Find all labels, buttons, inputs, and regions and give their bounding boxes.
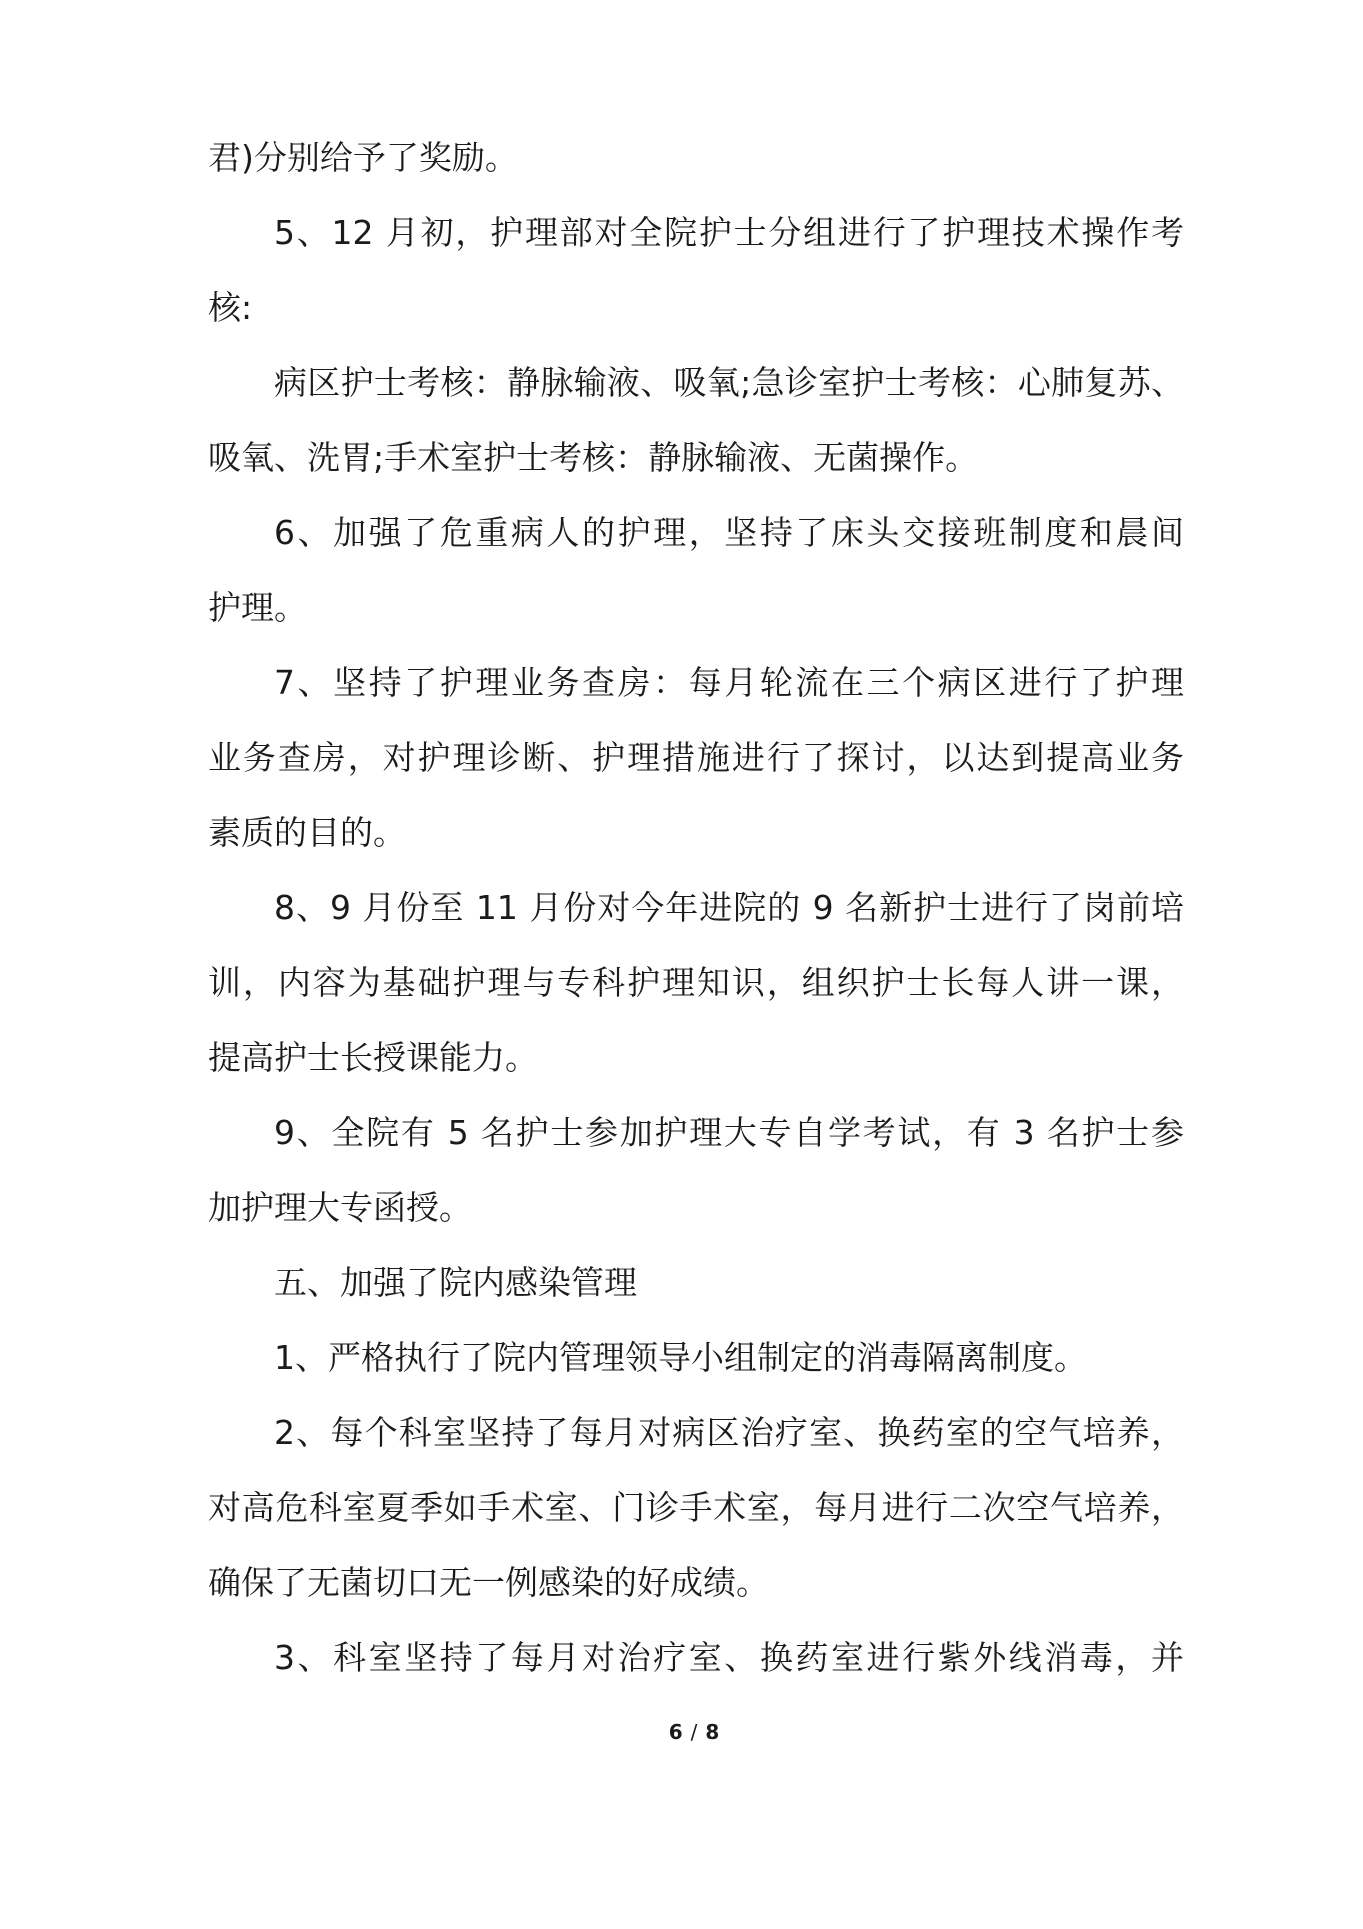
paragraph (208, 1395, 1184, 1620)
paragraph (208, 120, 1184, 195)
page-total: 8 (705, 1720, 720, 1744)
paragraph (208, 1620, 1184, 1695)
text-line: 9、全院有 5 名护士参加护理大专自学考试，有 3 名护士参 (274, 1113, 1184, 1152)
paragraph (208, 345, 1184, 495)
paragraph (208, 1095, 1184, 1245)
page-number (594, 1716, 794, 1748)
section-heading (208, 1245, 1184, 1320)
text-line: 7、坚持了护理业务查房：每月轮流在三个病区进行了护理 (274, 663, 1184, 702)
text-line: 8、9 月份至 11 月份对今年进院的 9 名新护士进行了岗前培 (274, 888, 1184, 927)
section-heading-text: 五、加强了院内感染管理 (274, 1263, 637, 1302)
paragraph (208, 195, 1184, 345)
text-line: 2、每个科室坚持了每月对病区治疗室、换药室的空气培养， (274, 1413, 1184, 1452)
document-body (208, 120, 1184, 1695)
text-line: 加护理大专函授。 (208, 1188, 472, 1227)
text-line: 训，内容为基础护理与专科护理知识，组织护士长每人讲一课， (208, 963, 1184, 1002)
text-line: 业务查房，对护理诊断、护理措施进行了探讨，以达到提高业务 (208, 738, 1184, 777)
text-line: 君)分别给予了奖励。 (208, 138, 518, 177)
text-line: 确保了无菌切口无一例感染的好成绩。 (208, 1563, 769, 1602)
text-line: 病区护士考核：静脉输液、吸氧;急诊室护士考核：心肺复苏、 (274, 363, 1184, 402)
page-current: 6 (668, 1720, 683, 1744)
page-separator: / (690, 1720, 698, 1744)
text-line: 吸氧、洗胃;手术室护士考核：静脉输液、无菌操作。 (208, 438, 979, 477)
paragraph (208, 1320, 1184, 1395)
text-line: 提高护士长授课能力。 (208, 1038, 538, 1077)
text-line: 1、严格执行了院内管理领导小组制定的消毒隔离制度。 (274, 1338, 1087, 1377)
text-line: 6、加强了危重病人的护理，坚持了床头交接班制度和晨间 (274, 513, 1184, 552)
paragraph (208, 495, 1184, 645)
text-line: 3、科室坚持了每月对治疗室、换药室进行紫外线消毒，并 (274, 1638, 1184, 1677)
text-line: 护理。 (208, 588, 307, 627)
paragraph (208, 870, 1184, 1095)
paragraph (208, 645, 1184, 870)
text-line: 5、12 月初，护理部对全院护士分组进行了护理技术操作考 (274, 213, 1184, 252)
text-line: 核: (208, 288, 253, 327)
text-line: 素质的目的。 (208, 813, 406, 852)
text-line: 对高危科室夏季如手术室、门诊手术室，每月进行二次空气培养， (208, 1488, 1184, 1527)
